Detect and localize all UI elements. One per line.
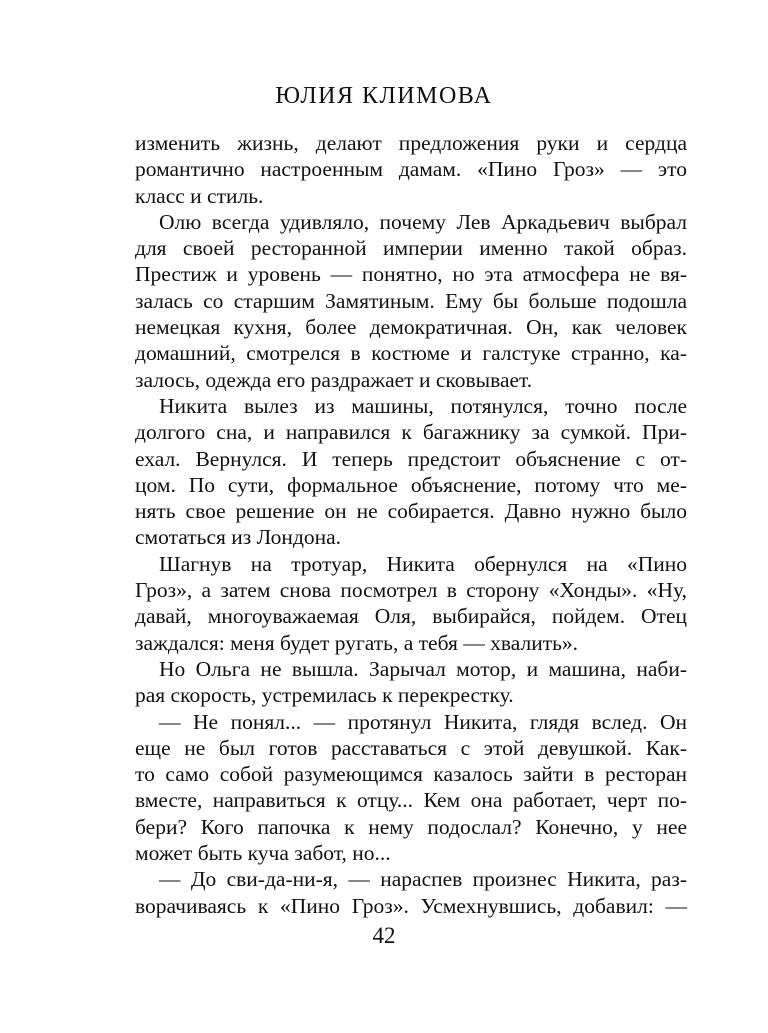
text-line: Престиж и уровень — понятно, но эта атмосфера не вя- [135,262,687,287]
text-line: может быть куча забот, но... [135,841,391,866]
text-line: — До сви-да-ни-я, — нараспев произнес Никита, раз- [159,867,687,892]
text-line: Гроз», а затем снова посмотрел в сторону «Хонды». «Ну, [135,578,687,603]
text-line: Олю всегда удивляло, почему Лев Аркадьевич выбрал [159,209,687,234]
text-line: цом. По сути, формальное объяснение, потому что ме- [135,472,687,497]
text-line: рая скорость, устремилась к перекрестку. [135,683,514,708]
body-text [135,130,687,919]
text-line: изменить жизнь, делают предложения руки и сердца [135,131,687,155]
text-line: для своей ресторанной империи именно такой образ. [135,236,687,261]
text-line: долгого сна, и направился к багажнику за сумкой. При- [135,420,687,445]
text-line: залось, одежда его раздражает и сковывает. [135,367,533,392]
text-line: ехал. Вернулся. И теперь предстоит объяснение с от- [135,446,687,471]
text-line: романтично настроенным дамам. «Пино Гроз» — это [135,157,687,182]
text-line: класс и стиль. [135,183,264,208]
text-line: — Не понял... — протянул Никита, глядя вслед. Он [159,709,687,734]
text-line: еще не был готов расставаться с этой девушкой. Как- [135,735,687,760]
text-line: давай, многоуважаемая Оля, выбирайся, пойдем. Отец [135,604,687,629]
page-number: 42 [372,923,396,948]
text-line: немецкая кухня, более демократичная. Он, как человек [135,315,687,340]
text-line: Но Ольга не вышла. Зарычал мотор, и машина, наби- [159,656,687,681]
running-head: ЮЛИЯ КЛИМОВА [275,83,493,109]
text-line: Никита вылез из машины, потянулся, точно после [159,393,687,418]
text-line: нять свое решение он не собирается. Давно нужно было [135,499,687,524]
text-line: заждался: меня будет ругать, а тебя — хвалить». [135,630,579,655]
text-line: ворачиваясь к «Пино Гроз». Усмехнувшись, добавил: — [135,893,687,918]
text-line: залась со старшим Замятиным. Ему бы больше подошла [135,288,687,313]
text-line: Шагнув на тротуар, Никита обернулся на «Пино [159,551,687,576]
text-line: смотаться из Лондона. [135,525,342,550]
text-line: вместе, направиться к отцу... Кем она работает, черт по- [135,788,687,813]
text-line: домашний, смотрелся в костюме и галстуке странно, ка- [135,341,687,366]
text-line: то само собой разумеющимся казалось зайти в ресторан [135,762,687,787]
text-line: бери? Кого папочка к нему подослал? Конечно, у нее [135,814,687,839]
